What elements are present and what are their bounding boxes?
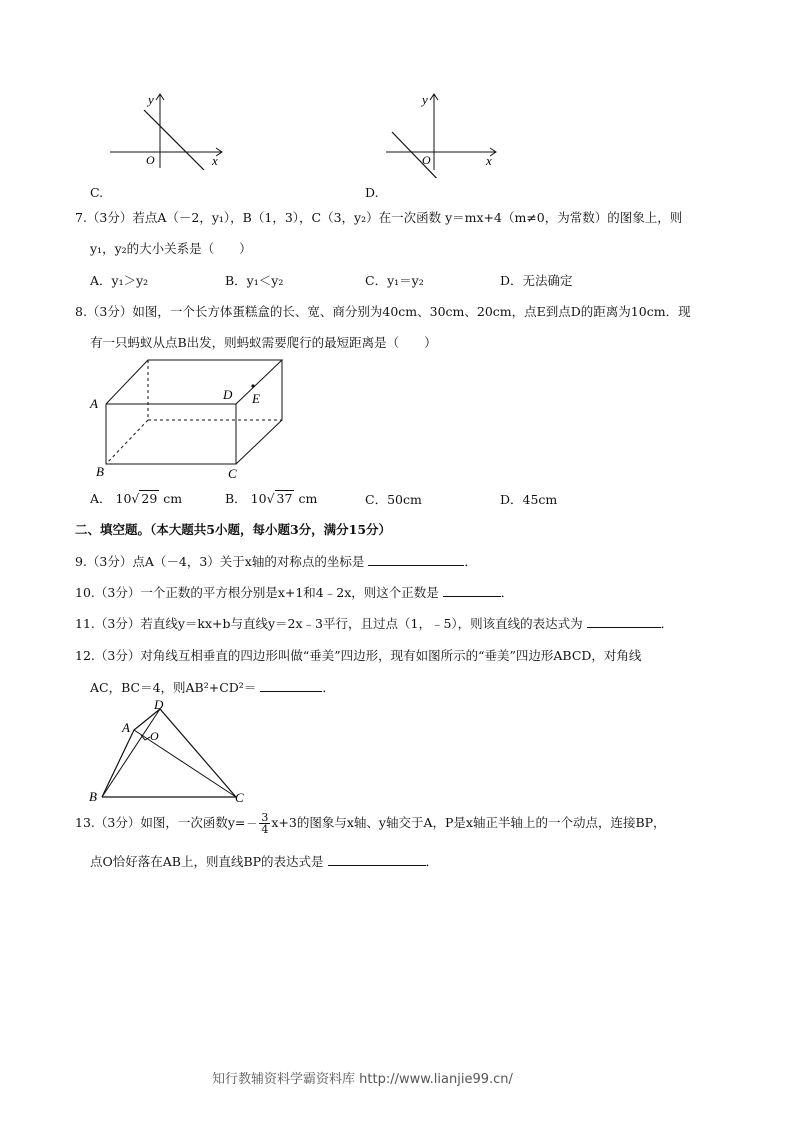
q10-text: 10.（3分）一个正数的平方根分别是x+1和4﹣2x，则这个正数是: [75, 585, 439, 600]
q8-line2: 有一只蚂蚁从点B出发，则蚂蚁需要爬行的最短距离是（ ）: [90, 335, 437, 350]
fraction-denominator: 4: [261, 823, 269, 836]
q13-text: 点O恰好落在AB上，则直线BP的表达式是: [90, 854, 324, 869]
x-axis-label: x: [212, 153, 218, 168]
point-e-dot: [251, 384, 254, 387]
label-b: B: [96, 464, 104, 479]
option-b-unit: cm: [298, 491, 318, 506]
q13-end: ．: [425, 854, 439, 869]
graph-option-c: [100, 88, 230, 170]
option-b-coef: 10: [250, 491, 267, 506]
q8-cuboid-figure: [86, 352, 296, 484]
q7-line2: y₁，y₂的大小关系是（ ）: [90, 241, 252, 256]
q11-answer-blank[interactable]: [587, 615, 661, 628]
label-a: A: [122, 720, 130, 735]
option-b-radicand: 37: [276, 491, 293, 506]
label-o: O: [150, 729, 159, 743]
q9-text: 9.（3分）点A（－4，3）关于x轴的对称点的坐标是: [75, 554, 365, 569]
label-d: D: [154, 697, 164, 712]
y-axis-label: y: [422, 92, 428, 107]
label-d: D: [223, 387, 233, 402]
q12-line1: 12.（3分）对角线互相垂直的四边形叫做“垂美”四边形，现有如图所示的“垂美”四边形ABCD，对角线: [75, 648, 642, 663]
label-a: A: [90, 396, 98, 411]
q12-answer-blank[interactable]: [260, 679, 322, 692]
sqrt-icon: √: [266, 491, 275, 506]
option-a-unit: cm: [163, 491, 183, 506]
q13-answer-blank[interactable]: [328, 853, 426, 866]
q12-quadrilateral-figure: [86, 696, 256, 808]
y-axis-label: y: [148, 92, 154, 107]
function-line: [392, 132, 446, 178]
section-heading: 二、填空题。（本大题共5小题，每小题3分，满分15分）: [75, 522, 392, 537]
label-c: C: [228, 466, 237, 481]
sqrt-icon: √: [131, 491, 140, 506]
q13-text-start: 13.（3分）如图，一次函数y=: [75, 815, 246, 830]
cuboid-front-face: [106, 404, 236, 464]
q7-option-d: D．无法确定: [500, 273, 573, 288]
q12-end: ．: [322, 680, 335, 695]
option-d-label: D.: [365, 185, 379, 200]
option-c-label: C.: [90, 185, 104, 200]
q8-option-d: D．45cm: [500, 492, 558, 507]
q10-line: [75, 583, 513, 601]
q7-option-a: A．y₁＞y₂: [90, 273, 149, 288]
q10-end: ．: [500, 585, 514, 600]
hidden-edge-diagonal: [106, 420, 148, 464]
diagonal-bd: [102, 709, 160, 797]
option-b-prefix: B．: [225, 491, 247, 506]
q9-answer-blank[interactable]: [368, 553, 464, 566]
q12-line2: [90, 678, 335, 696]
q8-option-b: [225, 489, 317, 507]
q13-line2: [90, 852, 438, 870]
q11-line: [75, 614, 673, 632]
origin-label: O: [422, 153, 431, 167]
q10-answer-blank[interactable]: [443, 584, 501, 597]
fraction-numerator: 3: [261, 811, 269, 824]
q7-option-b: B．y₁＜y₂: [225, 273, 284, 288]
label-c: C: [235, 790, 244, 805]
graph-option-d: [378, 88, 508, 178]
label-e: E: [252, 391, 260, 406]
footer-watermark: 知行教辅资料学霸资料库 http://www.lianjie99.cn/: [212, 1072, 513, 1087]
q8-option-c: C．50cm: [365, 492, 422, 507]
q9-end: ．: [464, 554, 477, 569]
q11-text: 11.（3分）若直线y＝kx+b与直线y＝2x﹣3平行，且过点（1，﹣5），则该直线的表达式为: [75, 616, 583, 631]
label-b: B: [89, 789, 97, 804]
option-a-radicand: 29: [141, 491, 158, 506]
q8-option-a: [90, 489, 182, 507]
q13-fraction-body: [259, 812, 270, 835]
option-a-prefix: A．: [90, 491, 112, 506]
q13-text-end: x+3的图象与x轴、y轴交于A，P是x轴正半轴上的一个动点，连接BP，: [271, 815, 666, 830]
q7-option-c: C．y₁＝y₂: [365, 273, 424, 288]
q11-end: ．: [660, 616, 674, 631]
q9-line: [75, 552, 477, 570]
q13-line1: [75, 812, 666, 835]
origin-label: O: [146, 153, 155, 167]
q12-text: AC，BC＝4，则AB²+CD²＝: [90, 680, 257, 695]
option-a-coef: 10: [115, 491, 132, 506]
x-axis-label: x: [486, 153, 492, 168]
cuboid-right-face: [236, 360, 282, 464]
q8-line1: 8.（3分）如图，一个长方体蛋糕盒的长、宽、商分别为40cm、30cm、20cm，点E到点D的距离为10cm．现: [75, 304, 691, 319]
q7-line1: 7.（3分）若点A（－2，y₁），B（1，3），C（3，y₂）在一次函数 y＝mx+4（m≠0，为常数）的图象上，则: [75, 210, 683, 225]
q13-fraction: －: [246, 817, 258, 830]
